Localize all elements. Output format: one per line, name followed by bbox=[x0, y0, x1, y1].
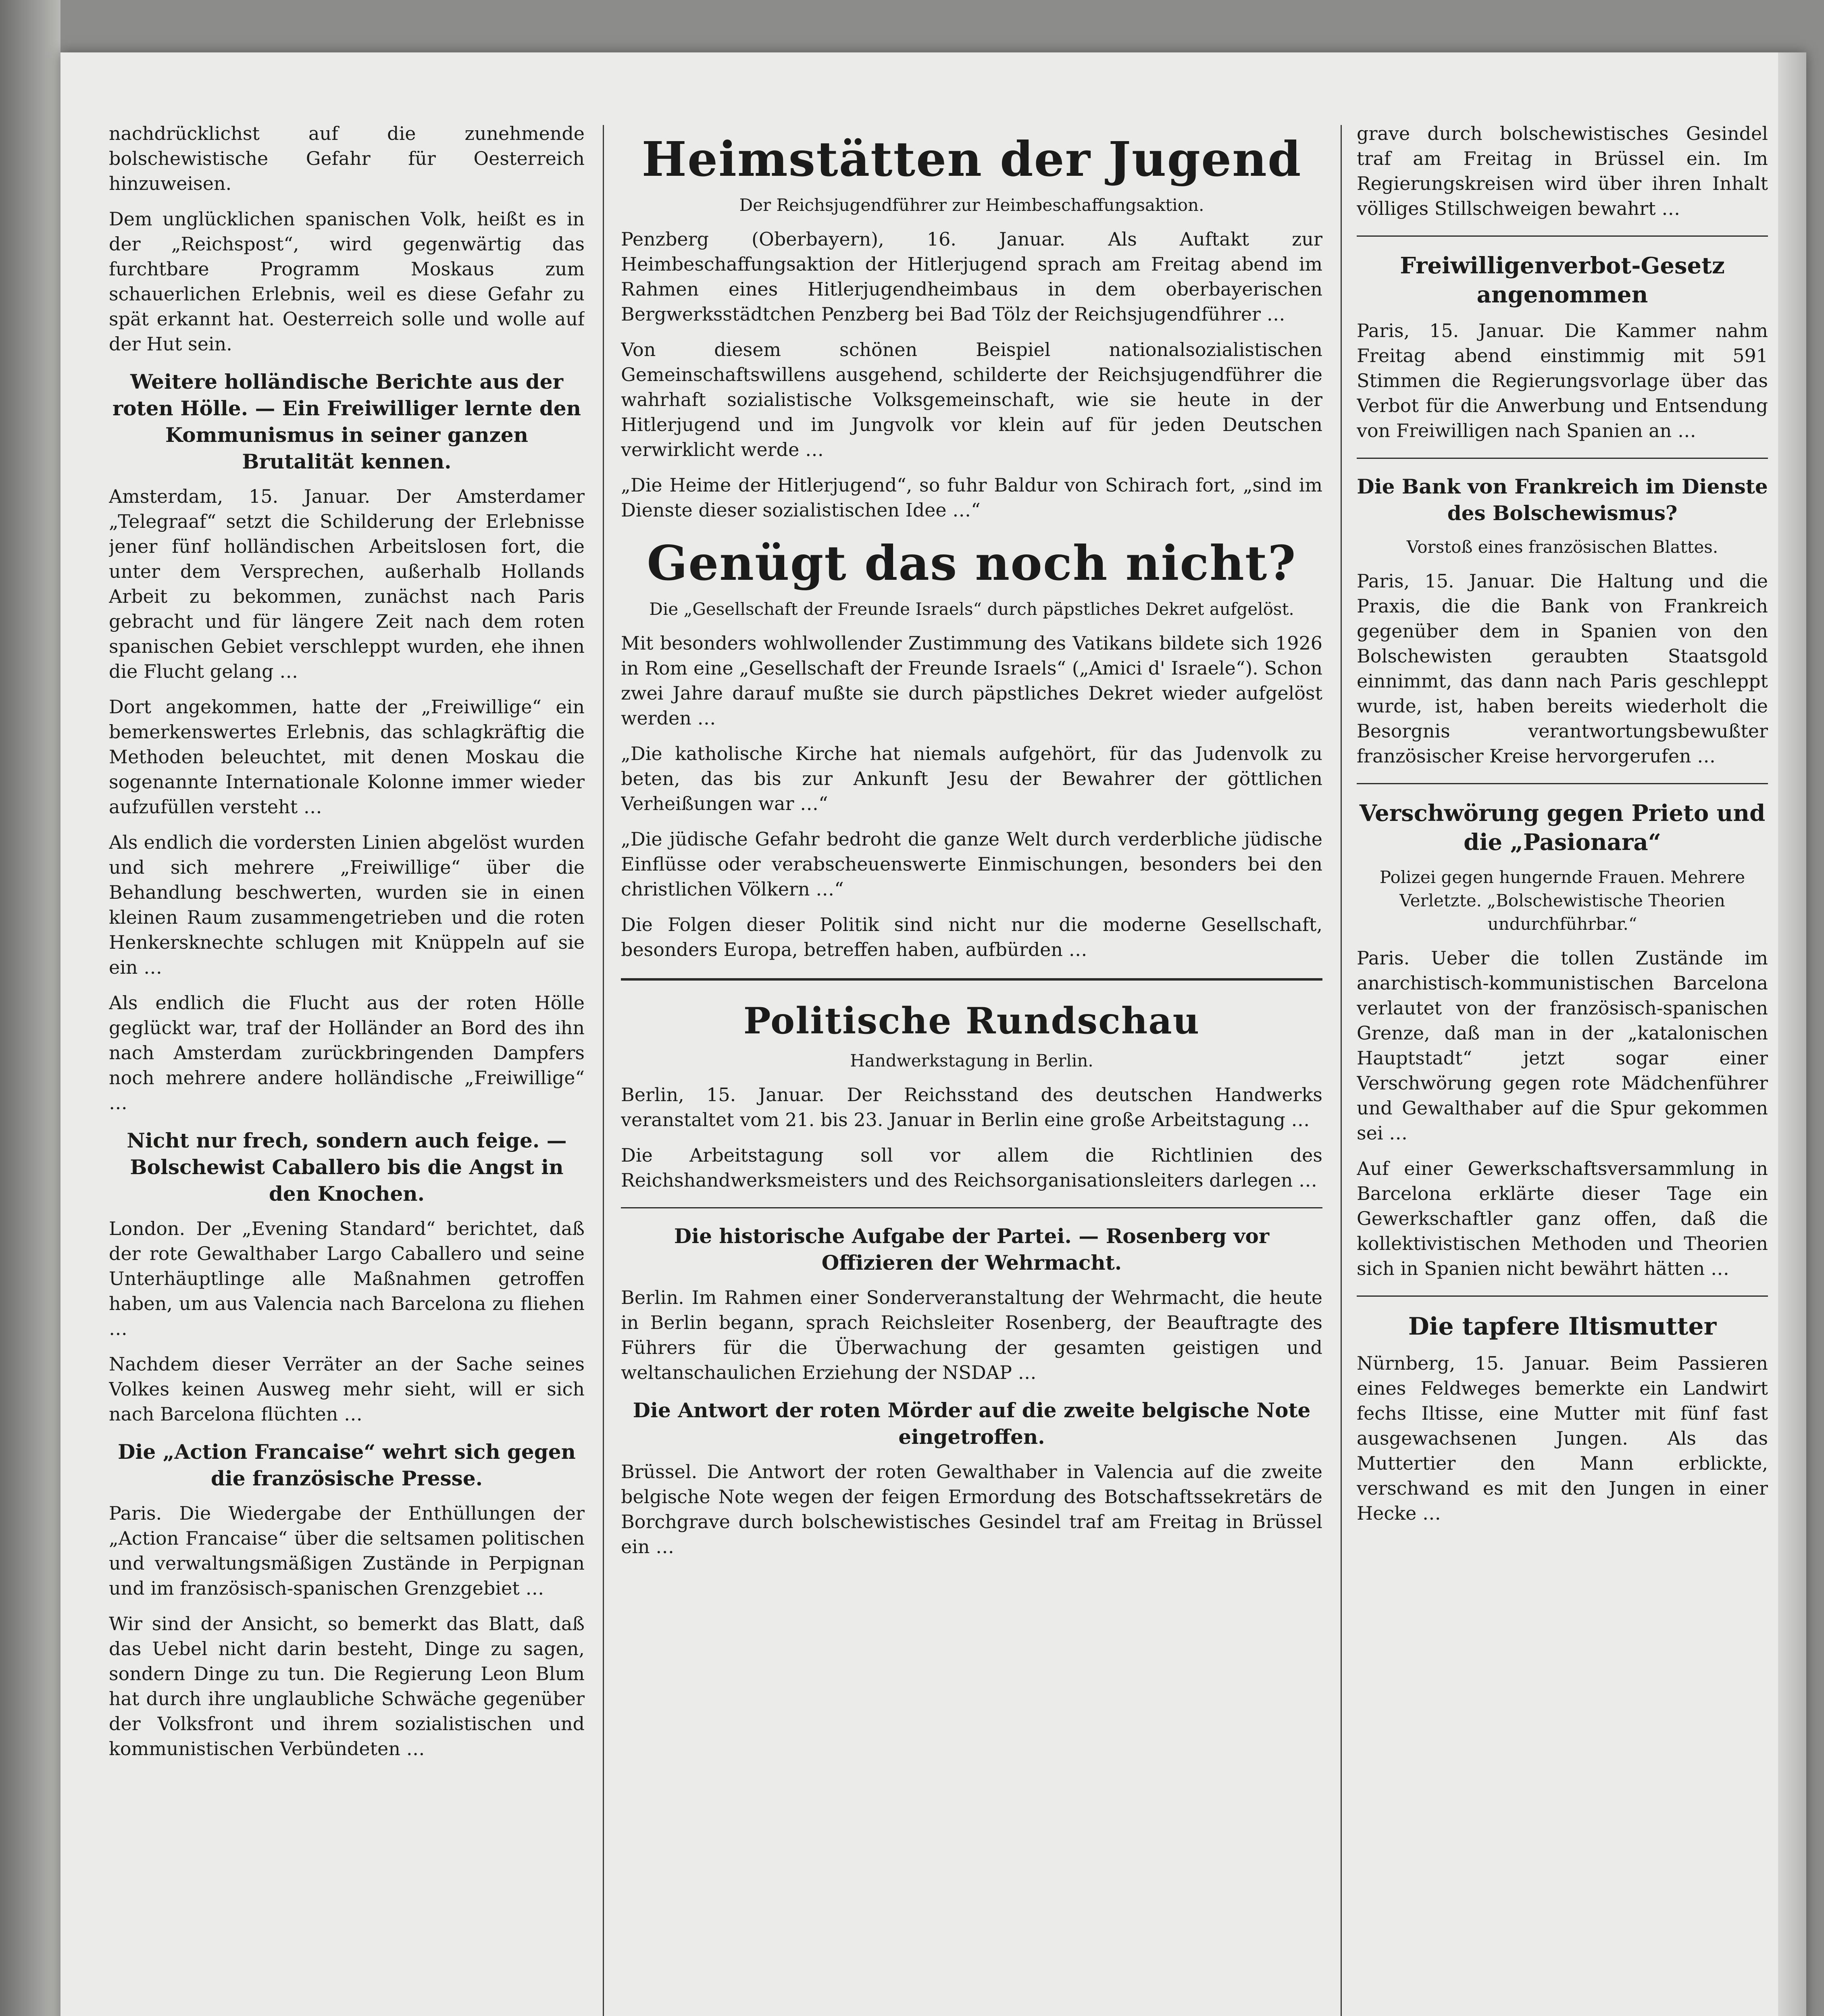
article-paragraph: Paris, 15. Januar. Die Haltung und die Praxis, die die Bank von Frankreich gegenüber dem in Spanien von den Bolschewisten geraubten Staatsgold einnimmt, das dann nach Paris geschleppt wurde, ist, haben bereits wiederholt die Besorgnis verantwortungsbewußter französischer Kreise hervorgerufen … bbox=[1357, 570, 1768, 767]
binding-spine bbox=[0, 0, 60, 2016]
article-paragraph: Berlin. Im Rahmen einer Sonderveranstaltung der Wehrmacht, die heute in Berlin begann, sprach Reichsleiter Rosenberg, der Beauftragte des Führers für die Überwachung der gesamten geistigen und weltanschaulichen Erziehung der NSDAP … bbox=[621, 1287, 1322, 1383]
article-paragraph: Penzberg (Oberbayern), 16. Januar. Als Auftakt zur Heimbeschaffungsaktion der Hitlerjugend sprach am Freitag abend im Rahmen eines Hitlerjugendheimbaus in dem oberbayerischen Bergwerksstädtchen Penzberg bei Bad Tölz der Reichsjugendführer … bbox=[621, 228, 1322, 325]
article-paragraph: Auf einer Gewerkschaftsversammlung in Barcelona erklärte dieser Tage ein Gewerkschaftler ganz offen, daß die kollektivistischen Methoden und Theorien sich in Spanien nicht bewährt hätten … bbox=[1357, 1158, 1768, 1279]
column-rule bbox=[603, 125, 604, 2016]
article-headline: Die tapfere Iltismutter bbox=[1408, 1312, 1717, 1341]
article-paragraph: „Die Heime der Hitlerjugend“, so fuhr Baldur von Schirach fort, „sind im Dienste dieser sozialistischen Idee …“ bbox=[621, 474, 1322, 521]
newspaper-page bbox=[60, 52, 1806, 2016]
article-headline: Freiwilligenverbot-Gesetz angenommen bbox=[1400, 252, 1725, 308]
article-subheadline: Polizei gegen hungernde Frauen. Mehrere Verletzte. „Bolschewistische Theorien undurchführbar.“ bbox=[1379, 867, 1745, 934]
column-right bbox=[1357, 121, 1768, 2016]
article-paragraph: grave durch bolschewistisches Gesindel traf am Freitag in Brüssel ein. Im Regierungskreisen wird über ihren Inhalt völliges Stillschweigen bewahrt … bbox=[1357, 123, 1768, 219]
article-paragraph: Berlin, 15. Januar. Der Reichsstand des deutschen Handwerks veranstaltet vom 21. bis 23. Januar in Berlin eine große Arbeitstagung … bbox=[621, 1084, 1322, 1131]
column-left bbox=[109, 121, 585, 2016]
article-paragraph: Dort angekommen, hatte der „Freiwillige“ ein bemerkenswertes Erlebnis, das schlagkräftig die Methoden beleuchtet, mit denen Moskau die sogenannte Internationale Kolonne immer wieder aufzufüllen versteht … bbox=[109, 696, 585, 818]
feature-headline: Genügt das noch nicht? bbox=[647, 535, 1297, 591]
feature-subheadline: Der Reichsjugendführer zur Heimbeschaffungsaktion. bbox=[739, 195, 1204, 215]
article-headline: Weitere holländische Berichte aus der roten Hölle. — Ein Freiwilliger lernte den Kommunismus in seiner ganzen Brutalität kennen. bbox=[112, 370, 581, 473]
feature-headline: Heimstätten der Jugend bbox=[641, 131, 1302, 187]
section-divider bbox=[621, 978, 1322, 981]
article-divider bbox=[1357, 1295, 1768, 1297]
article-paragraph: Nürnberg, 15. Januar. Beim Passieren eines Feldweges bemerkte ein Landwirt fechs Iltisse, eine Mutter mit fünf fast ausgewachsenen Jungen. Als das Muttertier den Mann erblickte, verschwand es mit den Jungen in einer Hecke … bbox=[1357, 1352, 1768, 1524]
page-edge bbox=[1778, 52, 1806, 2016]
article-paragraph: Brüssel. Die Antwort der roten Gewalthaber in Valencia auf die zweite belgische Note wegen der feigen Ermordung des Botschaftssekretärs de Borchgrave durch bolschewistisches Gesindel traf am Freitag in Brüssel ein … bbox=[621, 1461, 1322, 1558]
article-paragraph: Wir sind der Ansicht, so bemerkt das Blatt, daß das Uebel nicht darin besteht, Dinge zu sagen, sondern Dinge zu tun. Die Regierung Leon Blum hat durch ihre unglaubliche Schwäche gegenüber der Volksfront und ihrem sozialistischen und kommunistischen Verbündeten … bbox=[109, 1613, 585, 1760]
article-paragraph: Nachdem dieser Verräter an der Sache seines Volkes keinen Ausweg mehr sieht, will er sich nach Barcelona flüchten … bbox=[109, 1353, 585, 1425]
article-headline: Die „Action Francaise“ wehrt sich gegen die französische Presse. bbox=[118, 1440, 576, 1490]
feature-subheadline: Die „Gesellschaft der Freunde Israels“ durch päpstliches Dekret aufgelöst. bbox=[649, 599, 1294, 619]
article-subheadline: Vorstoß eines französischen Blattes. bbox=[1406, 537, 1718, 557]
article-paragraph: Die Folgen dieser Politik sind nicht nur die moderne Gesellschaft, besonders Europa, betreffen haben, aufbürden … bbox=[621, 914, 1322, 960]
article-headline: Nicht nur frech, sondern auch feige. — Bolschewist Caballero bis die Angst in den Knochen. bbox=[127, 1129, 567, 1206]
article-paragraph: Als endlich die Flucht aus der roten Hölle geglückt war, traf der Holländer an Bord des ihn nach Amsterdam zurückbringenden Dampfers noch mehrere andere holländische „Freiwillige“ … bbox=[109, 992, 585, 1114]
article-divider bbox=[621, 1207, 1322, 1208]
article-paragraph: „Die jüdische Gefahr bedroht die ganze Welt durch verderbliche jüdische Einflüsse oder verabscheuenswerte Einmischungen, besonders bei den christlichen Völkern …“ bbox=[621, 828, 1322, 900]
article-paragraph: Paris, 15. Januar. Die Kammer nahm Freitag abend einstimmig mit 591 Stimmen die Regierungsvorlage über das Verbot für die Anwerbung und Entsendung von Freiwilligen nach Spanien an … bbox=[1357, 320, 1768, 442]
article-paragraph: Paris. Die Wiedergabe der Enthüllungen der „Action Francaise“ über die seltsamen politischen und verwaltungsmäßigen Zustände in Perpignan und im französisch-spanischen Grenzgebiet … bbox=[109, 1502, 585, 1599]
article-divider bbox=[1357, 235, 1768, 237]
column-center bbox=[621, 121, 1322, 2016]
article-headline: Die historische Aufgabe der Partei. — Rosenberg vor Offizieren der Wehrmacht. bbox=[674, 1224, 1270, 1275]
article-paragraph: Amsterdam, 15. Januar. Der Amsterdamer „Telegraaf“ setzt die Schilderung der Erlebnisse jener fünf holländischen Arbeitslosen fort, die unter dem Versprechen, außerhalb Hollands Arbeit zu bekommen, zunächst nach Paris gebracht und für längere Zeit nach dem roten spanischen Gebiet verschleppt wurden, ehe ihnen die Flucht gelang … bbox=[109, 485, 585, 682]
article-paragraph: Von diesem schönen Beispiel nationalsozialistischen Gemeinschaftswillens ausgehend, schilderte der Reichsjugendführer die wahrhaft sozialistische Volksgemeinschaft, wie sie heute in der Hitlerjugend und im Jungvolk vor klein auf für jeden Deutschen verwirklicht werde … bbox=[621, 339, 1322, 460]
article-paragraph: London. Der „Evening Standard“ berichtet, daß der rote Gewalthaber Largo Caballero und seine Unterhäuptlinge alle Maßnahmen getroffen haben, um aus Valencia nach Barcelona zu fliehen … bbox=[109, 1218, 585, 1339]
section-subheadline: Handwerkstagung in Berlin. bbox=[850, 1051, 1093, 1070]
article-paragraph: Als endlich die vordersten Linien abgelöst wurden und sich mehrere „Freiwillige“ über die Behandlung beschwerten, wurden sie in einen kleinen Raum zusammengetrieben und die roten Henkersknechte schlugen mit Knüppeln auf sie ein … bbox=[109, 831, 585, 978]
article-headline: Die Bank von Frankreich im Dienste des Bolschewismus? bbox=[1357, 475, 1768, 525]
column-rule bbox=[1341, 125, 1342, 2016]
article-headline: Die Antwort der roten Mörder auf die zweite belgische Note eingetroffen. bbox=[633, 1398, 1311, 1449]
article-divider bbox=[1357, 458, 1768, 459]
section-headline: Politische Rundschau bbox=[743, 1000, 1200, 1042]
article-paragraph: Mit besonders wohlwollender Zustimmung des Vatikans bildete sich 1926 in Rom eine „Gesellschaft der Freunde Israels“ („Amici d' Israele“). Schon zwei Jahre darauf mußte sie durch päpstliches Dekret wieder aufgelöst werden … bbox=[621, 632, 1322, 729]
article-divider bbox=[1357, 783, 1768, 784]
article-paragraph: Paris. Ueber die tollen Zustände im anarchistisch-kommunistischen Barcelona verlautet von der französisch-spanischen Grenze, daß man in der „katalonischen Hauptstadt“ jetzt sogar einer Verschwörung gegen rote Mädchenführer und Gewalthaber auf die Spur gekommen sei … bbox=[1357, 947, 1768, 1144]
article-paragraph: Dem unglücklichen spanischen Volk, heißt es in der „Reichspost“, wird gegenwärtig das furchtbare Programm Moskaus zum schauerlichen Erlebnis, weil es diese Gefahr zu spät erkannt hat. Oesterreich solle und wolle auf der Hut sein. bbox=[109, 208, 585, 355]
article-headline: Verschwörung gegen Prieto und die „Pasionara“ bbox=[1359, 800, 1766, 856]
article-paragraph: Die Arbeitstagung soll vor allem die Richtlinien des Reichshandwerksmeisters und des Reichsorganisationsleiters darlegen … bbox=[621, 1144, 1322, 1191]
article-paragraph: nachdrücklichst auf die zunehmende bolschewistische Gefahr für Oesterreich hinzuweisen. bbox=[109, 123, 585, 194]
article-paragraph: „Die katholische Kirche hat niemals aufgehört, für das Judenvolk zu beten, das bis zur Ankunft Jesu der Bewahrer der göttlichen Verheißungen war …“ bbox=[621, 743, 1322, 814]
